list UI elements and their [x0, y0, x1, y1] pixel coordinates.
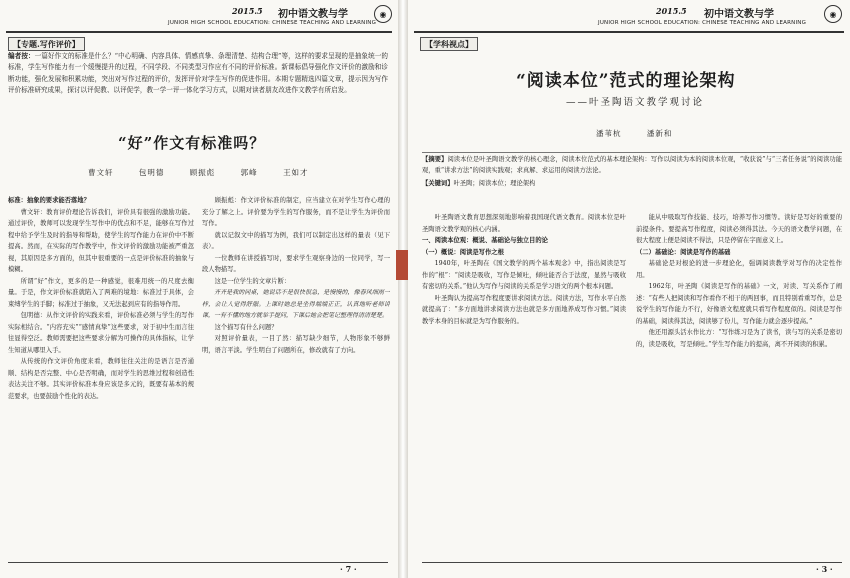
editor-note-text: 一篇好作文的标准是什么？“中心明确、内容具体、情感真挚、条理清楚、结构合理”等，这样的要求呈现的是抽象统一的标准，学生写作能力有一个缓慢提升的过程，不同学段、不同类型习作应有不同的评价标准。新课标倡导强化作文评价的激励和诊断功能，强化发展和积累功能，突出对写作过程的评价，发挥评价对学生写作的促进作用。本期专题精选四篇文章，提示因为写作评价标准研究成果，探讨以评促教、以评促学，教一学一评一体化学习方式，以期对读者朋友改进作文教学有所启发。: [8, 52, 388, 95]
abstract-text: 阅读本位是叶圣陶语文教学的核心理念，阅读本位范式的基本理论架构：写作以阅读为本的阅读本位观，“收获说”与“三者任务说”的阅读功能观，重“讲求方法”的阅读实践观；求真解、求运用的阅读方法论。: [422, 156, 842, 174]
paragraph: 所谓“好”作文，更多的是一种感觉，很难用统一的尺度去衡量。于是，作文评价标准就陷入了两难的境地：标准过于具体，会束缚学生的手脚；标准过于抽象，又无法起到应有的指导作用。: [8, 277, 194, 308]
left-column-1: [8, 195, 194, 557]
paragraph: 曹文轩：教育评价理论告诉我们，评价具有很强的激励功能。通过评价，教师可以发现学生写作中的优点和不足，能够在写作过程中给予学生及时的指导和帮助，使学生的写作能力在评价中不断提高。然而，在实际的写作教学中，作文评价的激励功能被严重忽视，其原因是多方面的，但其中很重要的一点是评价标准的抽象与模糊。: [8, 208, 194, 273]
right-section-label: 【学科视点】: [420, 37, 478, 51]
student-excerpt: 齐齐是我的同桌，她说话不是很快很急，是慢慢的，像春风细雨一样，会让人觉得舒服。上课时她总是坐得端端正正，认真地听老师讲课，一有不懂的地方就举手提问，下课后她会把笔记整理得清清楚楚。: [202, 289, 390, 319]
spine-gutter: [398, 0, 408, 578]
right-page-header: [408, 4, 850, 34]
subsection-heading: （二）基础论：阅读是写作的基础: [636, 248, 731, 256]
right-header-subtitle: JUNIOR HIGH SCHOOL EDUCATION: CHINESE TEACHING AND LEARNING: [598, 20, 807, 26]
paragraph: 叶圣陶认为提高写作程度要讲求阅读方法。阅读方法，写作水平自然就提高了：“多方面地讲求阅读方法也就是多方面地养成写作习惯。”阅读教学本身的目标就是为写作服务的。: [422, 294, 626, 325]
left-article-authors: [88, 167, 331, 178]
paragraph: 能从中吸取写作技能、技巧，培养写作习惯等。读好是写好的重要的前提条件。要提高写作程度，阅读必须得其法。今天的语文教学问题，在很大程度上便是阅读不得法，只是停留在字面意义上。: [636, 214, 842, 244]
right-page-number: · 3 ·: [816, 564, 833, 574]
author-name: 王如才: [283, 168, 309, 177]
left-footer-rule: [8, 562, 388, 563]
right-column-1: [422, 212, 626, 557]
right-article-title: “阅读本位”范式的理论架构: [516, 71, 736, 91]
author-name: 潘新和: [646, 129, 673, 138]
right-header-logo-icon: ◉: [824, 5, 842, 23]
right-header-magazine: 初中语文教与学: [704, 9, 774, 20]
left-page: [0, 0, 398, 578]
left-header-logo-icon: ◉: [374, 5, 392, 23]
left-header-subtitle: JUNIOR HIGH SCHOOL EDUCATION: CHINESE TEACHING AND LEARNING: [168, 20, 377, 26]
paragraph: 就以记叙文中的描写为例，我们可以制定出这样的量表（见下表）。: [202, 231, 390, 250]
right-article-subtitle: ——叶圣陶语文教学观讨论: [566, 97, 705, 108]
paragraph: 1940年，叶圣陶在《国文教学的两个基本观念》中，指出阅读是写作的“根”：“阅读是吸收，写作是倾吐，倾吐能否合于法度，显然与吸收有密切的关系。”他认为写作与阅读的关系是学习语文的两个根本问题。: [422, 260, 626, 290]
author-name: 顾振彪: [189, 168, 216, 177]
paragraph: 叶圣陶语文教育思想深刻地影响着我国现代语文教育。阅读本位是叶圣陶语文教学观的核心内涵。: [422, 214, 626, 233]
subsection-heading: （一）概说：阅读是写作之根: [422, 248, 504, 256]
quote-label: 这是一位学生的文章片断：: [214, 277, 291, 285]
paragraph: 对照评价量表，一目了然：描写缺少细节，人物形象不够鲜明，语言平淡。学生明白了问题所在，修改就有了方向。: [202, 335, 390, 354]
paragraph: 包明德：从作文评价的实践来看，评价标准必须与学生的写作实际相结合。“内容充实”“感情真挚”这些要求，对于初中生而言往往显得空泛。教师需要把这些要求分解为可操作的具体指标，让学生知道从哪里入手。: [8, 312, 194, 354]
left-section-label: 【专题.写作评价】: [8, 37, 85, 51]
right-footer-rule: [422, 562, 842, 563]
paragraph: 他还用源头活水作比方：“写作练习是为了读书，读与写的关系是密切的，读是吸收，写是倾吐。”学生写作能力的提高，离不开阅读的积累。: [636, 329, 842, 348]
left-article-title: “好”作文有标准吗？: [118, 134, 266, 152]
right-page: [408, 0, 850, 578]
editor-note: [8, 51, 388, 121]
keywords-text: 叶圣陶；阅读本位；理论架构: [453, 180, 536, 187]
section-heading: 一、阅读本位观：概说、基础论与独立目的论: [422, 237, 548, 244]
author-name: 包明德: [138, 168, 165, 177]
right-header-rule: [414, 31, 844, 33]
left-column-2: [202, 195, 390, 557]
paragraph: 一位教师在讲授描写时，要求学生观察身边的一位同学，写一段人物描写。: [202, 254, 390, 273]
left-page-number: · 7 ·: [340, 564, 357, 574]
left-page-header: [0, 4, 398, 34]
left-header-magazine: 初中语文教与学: [278, 9, 348, 20]
abstract-label: 【摘要】: [422, 156, 448, 163]
right-article-authors: [596, 128, 694, 139]
left-header-issue: 2015.5: [232, 6, 263, 16]
left-header-rule: [6, 31, 392, 33]
left-col1-heading: 标准：抽象的要求能否落地？: [8, 197, 90, 204]
author-name: 曹文轩: [88, 168, 114, 177]
editor-note-label: 编者按：: [8, 52, 35, 60]
right-column-2: [636, 212, 842, 557]
author-name: 潘苇杭: [596, 129, 622, 138]
right-header-issue: 2015.5: [656, 6, 687, 16]
author-name: 郭峰: [240, 168, 258, 177]
paragraph: 基础论是对根论的进一步理论化，强调阅读教学对写作的决定性作用。: [636, 260, 842, 279]
article-abstract: [422, 152, 842, 190]
paragraph: 1962年，叶圣陶《阅读是写作的基础》一文，对读、写关系作了阐述：“有些人把阅读和写作看作不相干的两回事，而且特别看重写作，总是说学生的写作能力不行，好像语文程度就只看写作程度似的。阅读是写作的基础，阅读得其法，阅读够了份儿，写作能力就会逐步提高。”: [636, 283, 842, 325]
paragraph: 这个描写有什么问题？: [214, 323, 278, 331]
paragraph: 顾振彪：作文评价标准的制定，应当建立在对学生写作心理的充分了解之上。评价要为学生的写作服务，而不是让学生为评价而写作。: [202, 197, 390, 227]
keywords-label: 【关键词】: [422, 180, 454, 187]
paragraph: 从传统的作文评价角度来看，教师往往关注的是语言是否通顺、结构是否完整、中心是否明确，而对学生的思维过程和创造性表达关注不够。其实评价标准本身应该是多元的，既要有基本的规范要求，也要鼓励个性化的表达。: [8, 358, 194, 400]
